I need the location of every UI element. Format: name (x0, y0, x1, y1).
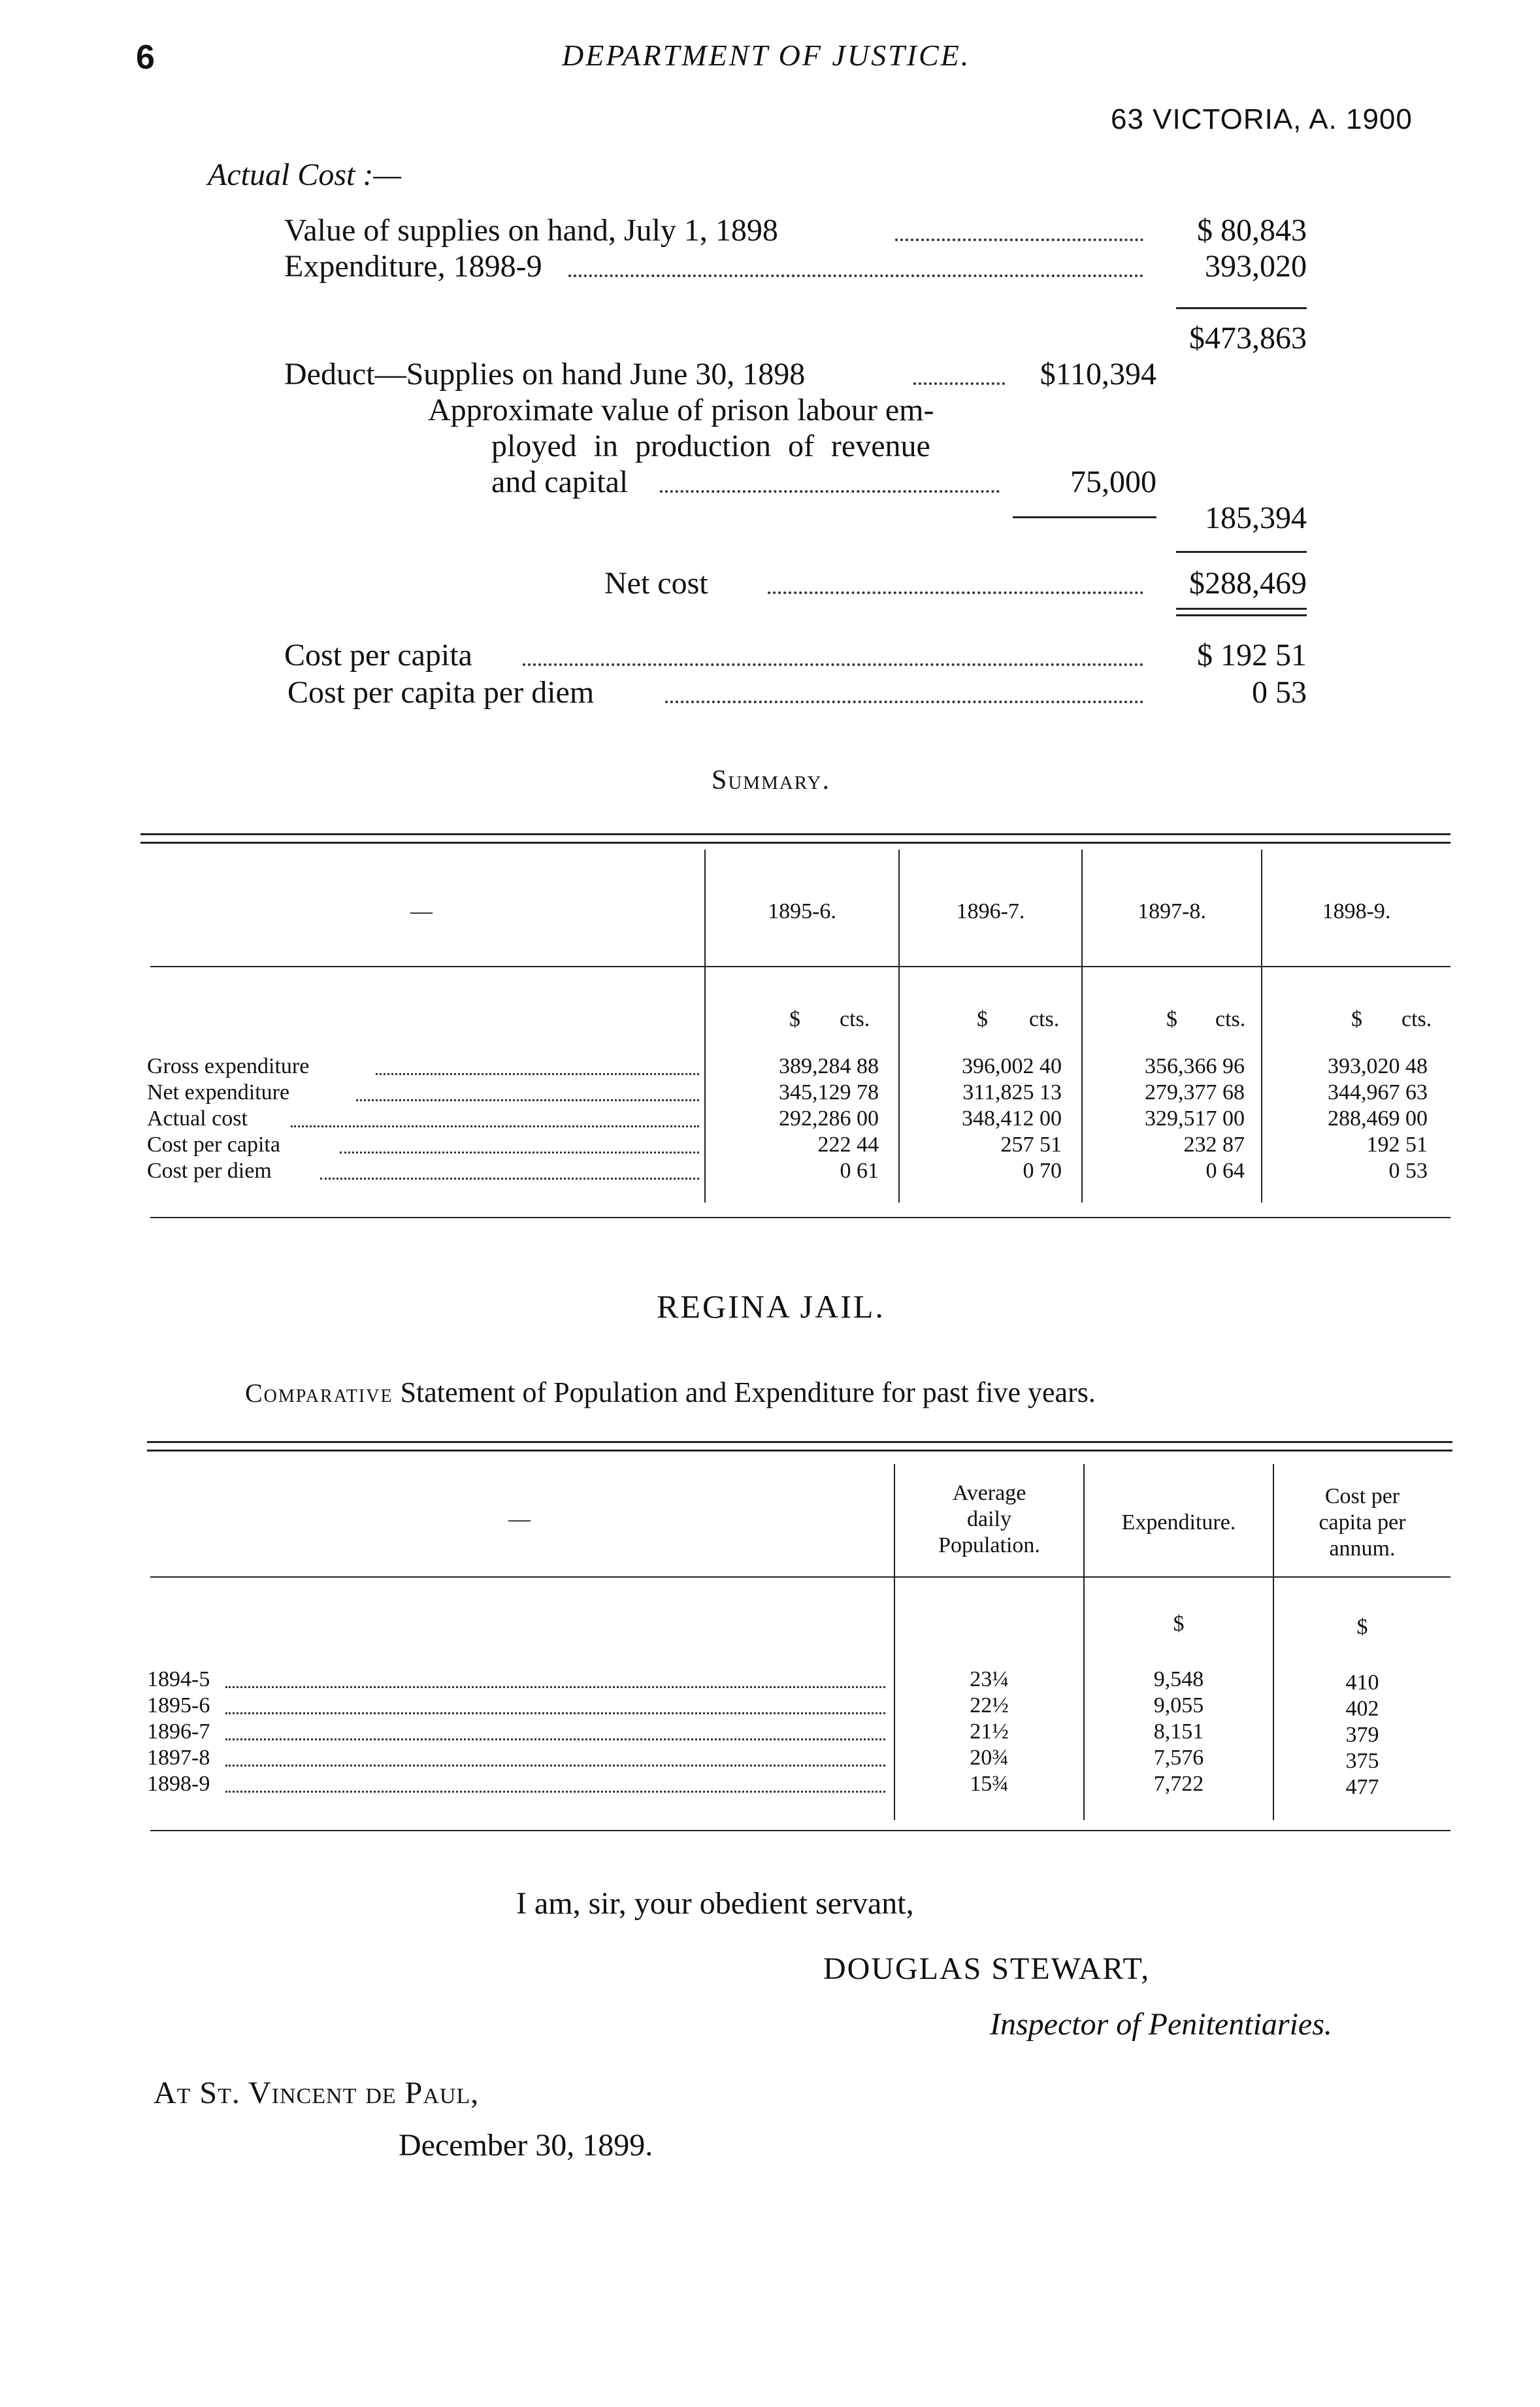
summary-cell: 0 70 (1023, 1159, 1062, 1183)
col-pop-line: Population. (938, 1533, 1040, 1557)
summary-cell: 345,129 78 (779, 1080, 879, 1104)
summary-cell: 292,286 00 (779, 1106, 879, 1131)
leader-dots (523, 663, 1143, 666)
regina-cell-pop: 22½ (970, 1693, 1009, 1718)
deduct-label: Deduct—Supplies on hand June 30, 1898 (284, 357, 806, 391)
summary-cell: 348,412 00 (962, 1106, 1062, 1131)
deduct-total: 185,394 (1205, 501, 1307, 535)
subtotal-value: $473,863 (1189, 321, 1307, 356)
net-rule-double-1 (1176, 608, 1307, 610)
year-header: 1896-7. (956, 899, 1025, 923)
leader-dots (225, 1791, 885, 1793)
unit-dollar: $ (1351, 1007, 1362, 1031)
page-number: 6 (136, 39, 155, 76)
summary-title: Summary. (711, 765, 830, 795)
table-bottom-rule (150, 1217, 1450, 1218)
regina-bottom-rule (150, 1830, 1450, 1831)
deduct-rule (1013, 516, 1156, 518)
summary-cell: 0 61 (840, 1159, 879, 1183)
regina-subtitle-lead: Comparative (245, 1378, 393, 1408)
leader-dots (768, 591, 1143, 594)
leader-dots (660, 490, 1000, 493)
expenditure-value: 393,020 (1205, 249, 1307, 284)
summary-cell: 257 51 (1000, 1133, 1062, 1157)
summary-cell: 0 53 (1388, 1159, 1428, 1183)
summary-row-label: Gross expenditure (147, 1054, 310, 1078)
summary-cell: 192 51 (1366, 1133, 1428, 1157)
regina-unit-cost: $ (1356, 1615, 1368, 1639)
net-cost-label: Net cost (604, 566, 708, 601)
table-top-rule-1 (140, 833, 1450, 835)
capita-value: $ 192 51 (1197, 638, 1307, 672)
regina-row-year: 1896-7 (147, 1719, 210, 1744)
regina-cell-cost: 477 (1345, 1775, 1379, 1799)
diem-label: Cost per capita per diem (287, 675, 595, 710)
diem-value: 0 53 (1252, 675, 1307, 710)
col-cost-line: annum. (1329, 1536, 1396, 1561)
year-header: 1898-9. (1322, 899, 1391, 923)
signer-title: Inspector of Penitentiaries. (990, 2007, 1332, 2042)
regina-subtitle (245, 1376, 1096, 1409)
summary-cell: 356,366 96 (1145, 1054, 1245, 1078)
summary-row-label: Cost per capita (147, 1133, 280, 1157)
unit-dollar: $ (977, 1007, 988, 1031)
regina-cell-exp: 7,576 (1153, 1746, 1204, 1770)
summary-cell: 0 64 (1205, 1159, 1245, 1183)
leader-dots (340, 1152, 699, 1154)
summary-cell: 311,825 13 (962, 1080, 1062, 1104)
summary-cell: 329,517 00 (1145, 1106, 1245, 1131)
regina-header-rule (150, 1576, 1450, 1578)
regina-stub-dash: — (508, 1507, 531, 1531)
salutation: I am, sir, your obedient servant, (516, 1886, 914, 1921)
leader-dots (291, 1125, 699, 1127)
labour-line-3: and capital (491, 465, 629, 499)
leader-dots (665, 701, 1143, 703)
regina-cell-cost: 379 (1345, 1723, 1379, 1747)
stub-dash: — (410, 899, 433, 923)
unit-dollar: $ (1166, 1007, 1177, 1031)
regina-row-year: 1898-9 (147, 1772, 210, 1796)
regina-cell-pop: 23¼ (970, 1667, 1009, 1691)
net-rule-double-2 (1176, 614, 1307, 616)
unit-cents: cts. (1029, 1007, 1060, 1031)
summary-cell: 393,020 48 (1328, 1054, 1428, 1078)
session-label: 63 VICTORIA, A. 1900 (1111, 103, 1413, 135)
regina-top-rule-2 (147, 1450, 1452, 1452)
regina-cell-cost: 410 (1345, 1670, 1379, 1695)
leader-dots (225, 1712, 885, 1714)
regina-cell-exp: 9,055 (1153, 1693, 1204, 1718)
labour-line-1: Approximate value of prison labour em- (428, 393, 934, 427)
summary-cell: 222 44 (817, 1133, 879, 1157)
place-line: At St. Vincent de Paul, (154, 2076, 480, 2110)
leader-dots (913, 382, 1005, 385)
leader-dots (225, 1686, 885, 1688)
regina-cell-pop: 21½ (970, 1719, 1009, 1744)
header-rule (150, 966, 1450, 967)
col-cost-line: Cost per (1324, 1484, 1400, 1508)
regina-cell-pop: 20¾ (970, 1746, 1009, 1770)
unit-cents: cts. (1215, 1007, 1246, 1031)
summary-row-label: Net expenditure (147, 1080, 290, 1104)
unit-cents: cts. (1401, 1007, 1432, 1031)
capita-label: Cost per capita (284, 638, 472, 672)
leader-dots (376, 1073, 699, 1075)
table-top-rule-2 (140, 842, 1450, 844)
summary-cell: 279,377 68 (1145, 1080, 1245, 1104)
regina-row-year: 1894-5 (147, 1667, 210, 1691)
labour-value: 75,000 (1070, 465, 1156, 499)
deduct-value: $110,394 (1040, 357, 1156, 391)
summary-row-label: Actual cost (147, 1106, 248, 1131)
regina-top-rule-1 (147, 1441, 1452, 1443)
regina-cell-cost: 375 (1345, 1749, 1379, 1773)
regina-title: REGINA JAIL. (657, 1288, 885, 1325)
col-cost-line: capita per (1319, 1510, 1406, 1535)
summary-cell: 288,469 00 (1328, 1106, 1428, 1131)
leader-dots (356, 1099, 699, 1101)
net-rule-top (1176, 551, 1307, 553)
actual-cost-heading: Actual Cost :— (208, 158, 401, 192)
summary-cell: 344,967 63 (1328, 1080, 1428, 1104)
leader-dots (320, 1178, 699, 1180)
leader-dots (225, 1738, 885, 1740)
expenditure-label: Expenditure, 1898-9 (284, 249, 542, 284)
col-pop-line: Average (952, 1481, 1026, 1505)
unit-cents: cts. (840, 1007, 870, 1031)
regina-cell-cost: 402 (1345, 1697, 1379, 1721)
col-expenditure: Expenditure. (1121, 1510, 1236, 1535)
regina-row-year: 1895-6 (147, 1693, 210, 1718)
unit-dollar: $ (789, 1007, 800, 1031)
date-line: December 30, 1899. (399, 2128, 653, 2163)
summary-cell: 232 87 (1183, 1133, 1245, 1157)
regina-cell-exp: 8,151 (1153, 1719, 1204, 1744)
regina-cell-pop: 15¾ (970, 1772, 1009, 1796)
regina-cell-exp: 7,722 (1153, 1772, 1204, 1796)
net-cost-value: $288,469 (1189, 566, 1307, 601)
summary-cell: 396,002 40 (962, 1054, 1062, 1078)
regina-cell-exp: 9,548 (1153, 1667, 1204, 1691)
summary-row-label: Cost per diem (147, 1159, 272, 1183)
regina-subtitle-text: Statement of Population and Expenditure for past five years. (400, 1376, 1096, 1408)
labour-line-2: ployed in production of revenue (491, 429, 930, 463)
sum-rule (1176, 307, 1307, 309)
regina-unit-exp: $ (1173, 1612, 1185, 1636)
summary-cell: 389,284 88 (779, 1054, 879, 1078)
leader-dots (895, 239, 1143, 241)
leader-dots (225, 1765, 885, 1767)
year-header: 1895-6. (768, 899, 836, 923)
col-pop-line: daily (967, 1507, 1011, 1531)
leader-dots (568, 274, 1143, 277)
signer-name: DOUGLAS STEWART, (823, 1951, 1151, 1986)
supplies-label: Value of supplies on hand, July 1, 1898 (284, 213, 778, 248)
supplies-value: $ 80,843 (1197, 213, 1307, 248)
running-title: DEPARTMENT OF JUSTICE. (562, 39, 971, 72)
year-header: 1897-8. (1138, 899, 1206, 923)
regina-row-year: 1897-8 (147, 1746, 210, 1770)
